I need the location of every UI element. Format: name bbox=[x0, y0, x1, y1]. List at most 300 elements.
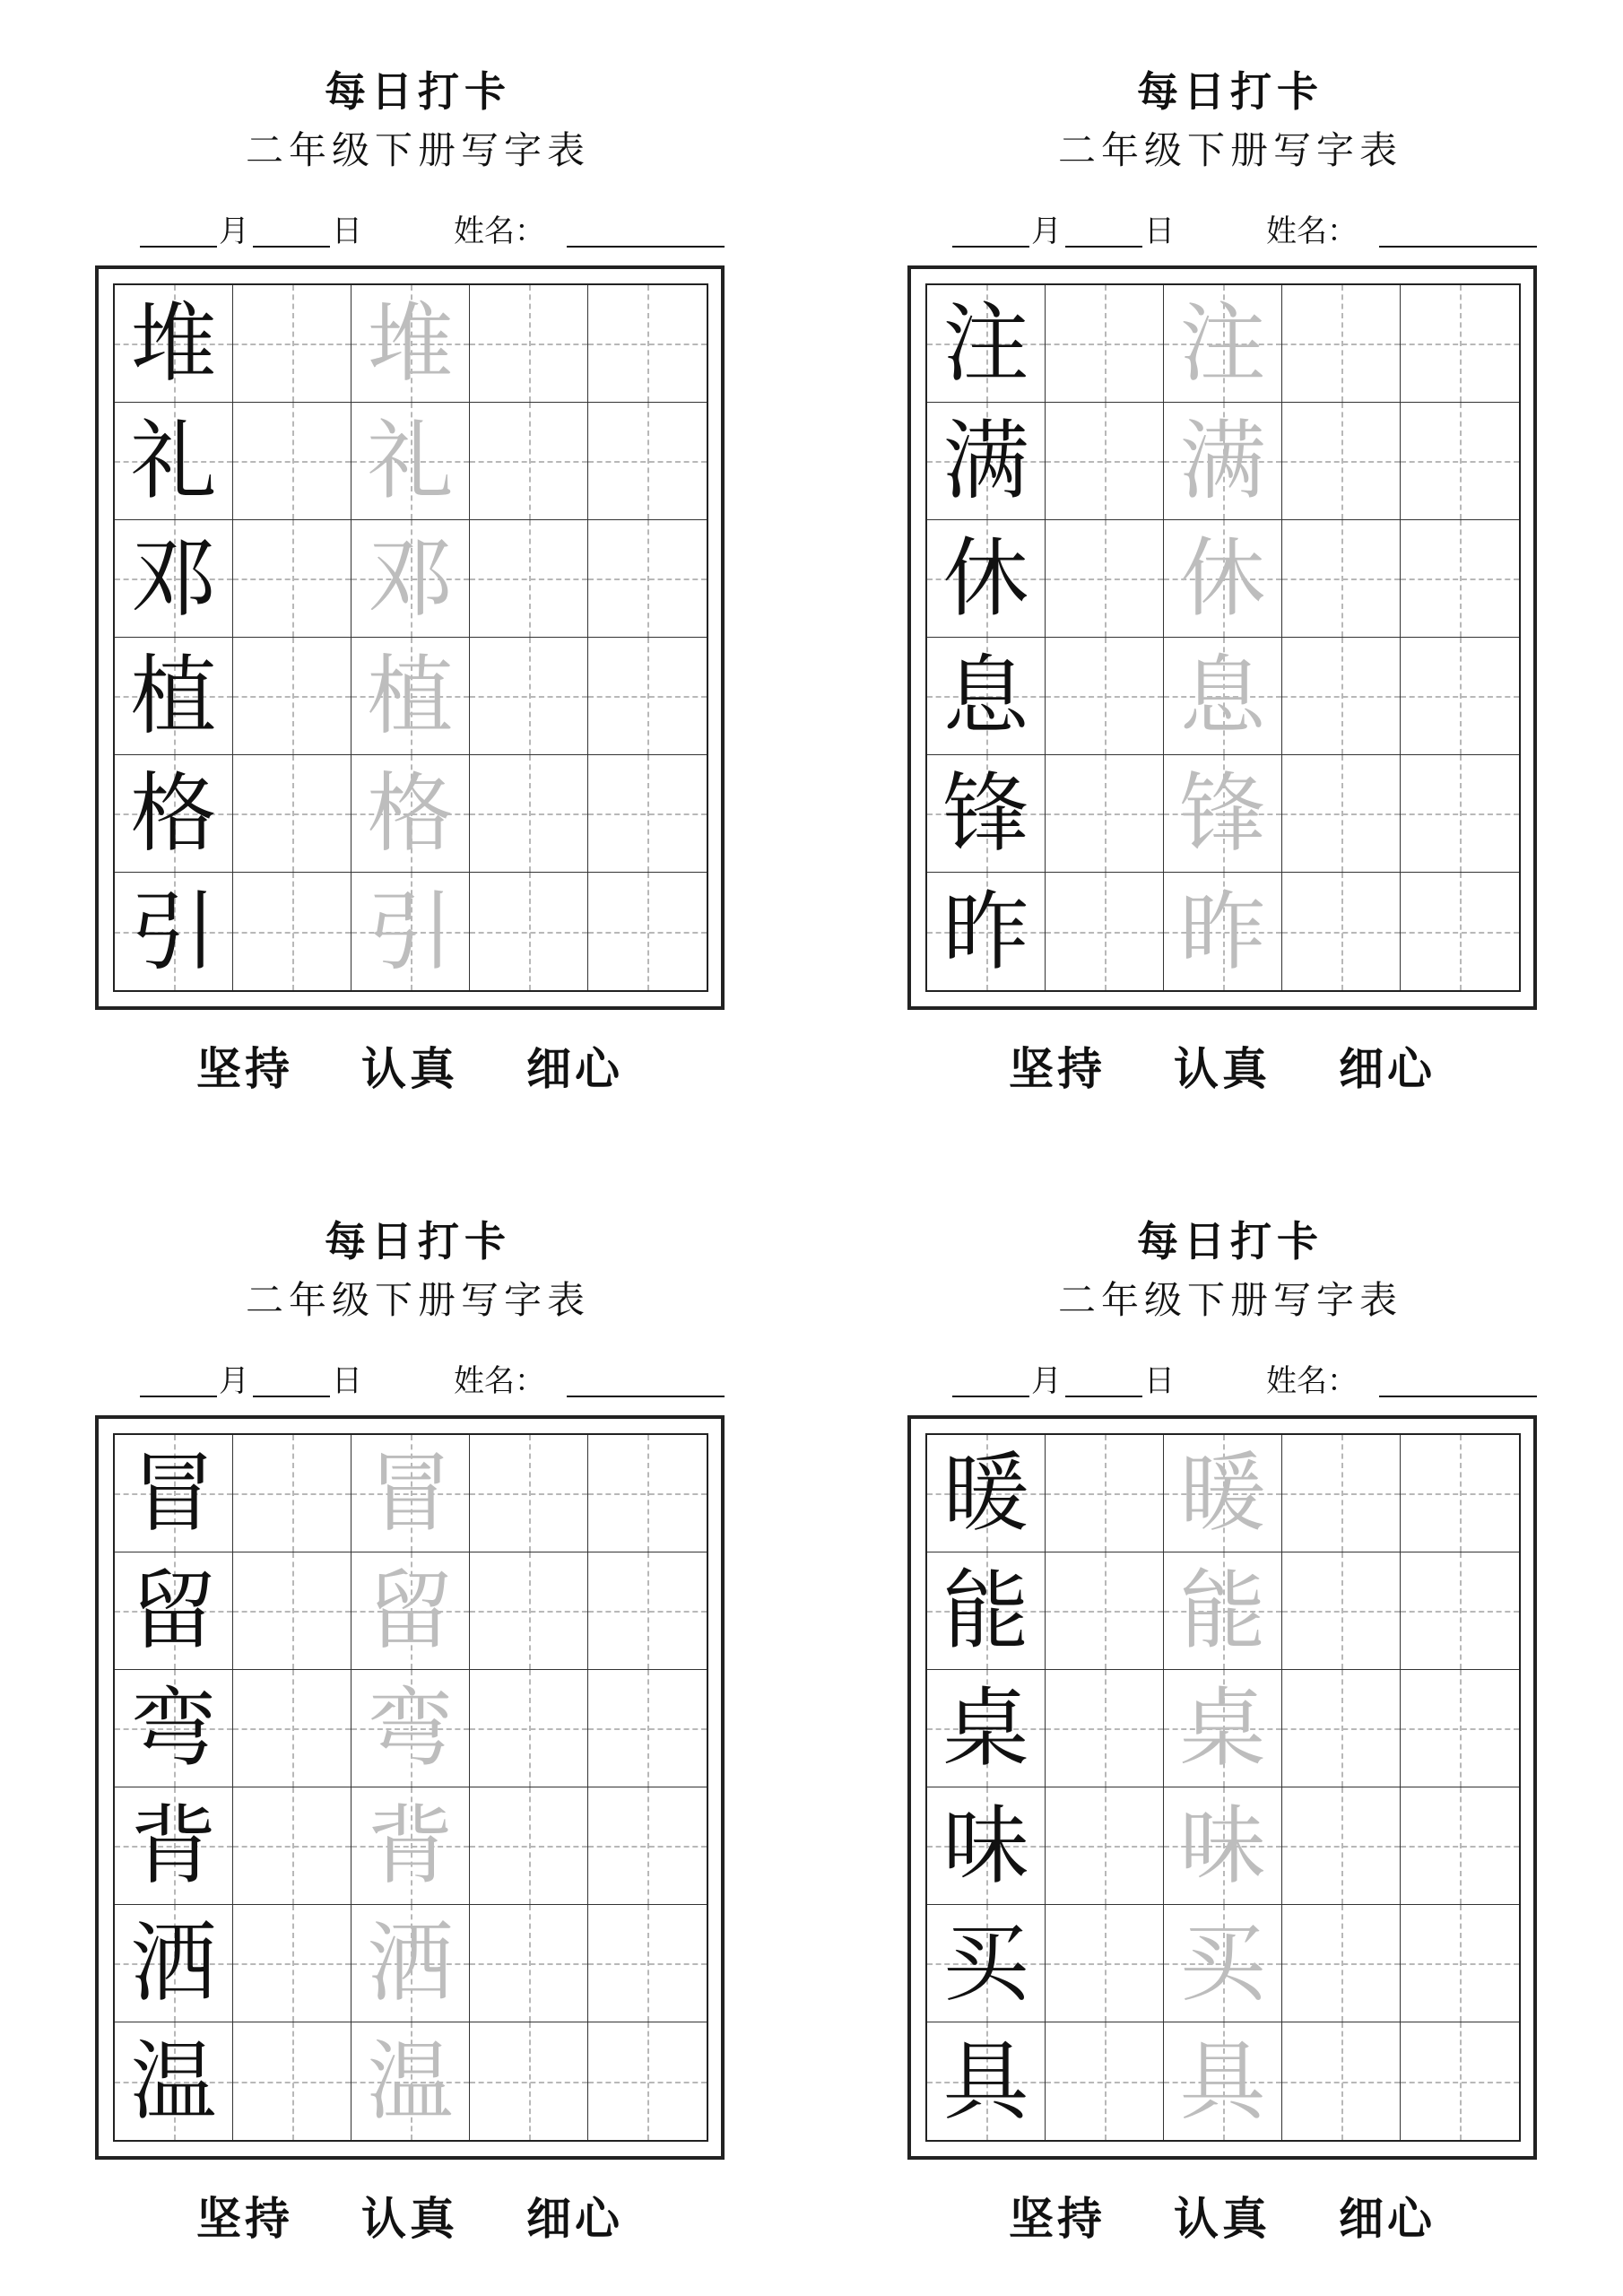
tianzige-grid bbox=[925, 1433, 1521, 2142]
model-char-cell bbox=[115, 285, 233, 403]
vertical-guide bbox=[529, 285, 531, 402]
writing-cell[interactable] bbox=[1282, 873, 1401, 990]
vertical-guide bbox=[1341, 1435, 1343, 1552]
month-label: 月 bbox=[219, 213, 249, 249]
trace-character: 锋 bbox=[1179, 763, 1266, 864]
practice-card-2 bbox=[907, 0, 1553, 1095]
trace-character: 礼 bbox=[367, 411, 454, 511]
trace-char-cell bbox=[1164, 1552, 1282, 1670]
vertical-guide bbox=[1341, 1670, 1343, 1787]
day-blank[interactable] bbox=[253, 1363, 330, 1397]
motto-word: 坚持 bbox=[196, 2192, 293, 2245]
model-character: 休 bbox=[942, 528, 1029, 629]
grid-frame bbox=[907, 265, 1537, 1010]
writing-cell[interactable] bbox=[1401, 285, 1519, 403]
model-character: 格 bbox=[130, 763, 217, 864]
vertical-guide bbox=[529, 873, 531, 990]
vertical-guide bbox=[1341, 1552, 1343, 1669]
grid-frame bbox=[95, 265, 725, 1010]
date-name-row bbox=[952, 1363, 1544, 1403]
writing-cell[interactable] bbox=[1282, 638, 1401, 755]
model-char-cell bbox=[927, 755, 1046, 873]
model-character: 锋 bbox=[942, 763, 1029, 864]
motto-word: 细心 bbox=[1339, 1042, 1436, 1095]
month-label: 月 bbox=[1031, 213, 1062, 249]
vertical-guide bbox=[529, 1670, 531, 1787]
grid-frame bbox=[907, 1415, 1537, 2160]
vertical-guide bbox=[1460, 1787, 1462, 1904]
vertical-guide bbox=[1341, 755, 1343, 872]
name-blank[interactable] bbox=[1379, 1363, 1537, 1397]
writing-cell[interactable] bbox=[1282, 755, 1401, 873]
motto-word: 认真 bbox=[1174, 2192, 1271, 2245]
vertical-guide bbox=[1105, 873, 1107, 990]
writing-cell[interactable] bbox=[470, 285, 588, 403]
vertical-guide bbox=[1460, 403, 1462, 519]
writing-cell[interactable] bbox=[1046, 403, 1164, 520]
motto-word: 坚持 bbox=[1009, 1042, 1106, 1095]
vertical-guide bbox=[292, 1905, 294, 2022]
trace-char-cell bbox=[352, 1905, 470, 2022]
writing-cell[interactable] bbox=[1282, 520, 1401, 638]
trace-char-cell bbox=[352, 285, 470, 403]
motto-word: 坚持 bbox=[196, 1042, 293, 1095]
tianzige-grid bbox=[925, 283, 1521, 992]
trace-character: 冒 bbox=[367, 1443, 454, 1544]
month-blank[interactable] bbox=[952, 1363, 1029, 1397]
writing-cell[interactable] bbox=[233, 1787, 352, 1905]
vertical-guide bbox=[1341, 1787, 1343, 1904]
vertical-guide bbox=[292, 1552, 294, 1669]
trace-character: 植 bbox=[367, 646, 454, 746]
motto-row bbox=[95, 1040, 725, 1098]
trace-char-cell bbox=[1164, 873, 1282, 990]
writing-cell[interactable] bbox=[1282, 1435, 1401, 1552]
card-title: 每日打卡 bbox=[325, 67, 511, 116]
date-name-row bbox=[952, 213, 1544, 253]
day-label: 日 bbox=[1144, 213, 1175, 249]
writing-cell[interactable] bbox=[233, 1435, 352, 1552]
model-character: 冒 bbox=[130, 1443, 217, 1544]
model-character: 植 bbox=[130, 646, 217, 746]
vertical-guide bbox=[647, 1552, 649, 1669]
trace-character: 背 bbox=[367, 1796, 454, 1896]
vertical-guide bbox=[292, 285, 294, 402]
writing-cell[interactable] bbox=[233, 1905, 352, 2022]
vertical-guide bbox=[647, 1787, 649, 1904]
writing-cell[interactable] bbox=[470, 1435, 588, 1552]
model-character: 息 bbox=[942, 646, 1029, 746]
writing-cell[interactable] bbox=[1046, 1787, 1164, 1905]
writing-cell[interactable] bbox=[1282, 403, 1401, 520]
day-label: 日 bbox=[332, 213, 362, 249]
practice-card-4 bbox=[907, 1150, 1553, 2245]
vertical-guide bbox=[292, 403, 294, 519]
writing-cell[interactable] bbox=[588, 1905, 707, 2022]
trace-char-cell bbox=[352, 873, 470, 990]
writing-cell[interactable] bbox=[470, 520, 588, 638]
day-label: 日 bbox=[332, 1363, 362, 1399]
trace-char-cell bbox=[352, 403, 470, 520]
writing-cell[interactable] bbox=[1046, 285, 1164, 403]
trace-char-cell bbox=[1164, 1905, 1282, 2022]
model-character: 味 bbox=[942, 1796, 1029, 1896]
name-label: 姓名： bbox=[1266, 1363, 1358, 1399]
writing-cell[interactable] bbox=[1046, 755, 1164, 873]
vertical-guide bbox=[1341, 403, 1343, 519]
day-blank[interactable] bbox=[1065, 1363, 1142, 1397]
name-blank[interactable] bbox=[1379, 213, 1537, 248]
day-blank[interactable] bbox=[253, 213, 330, 248]
motto-row bbox=[95, 2190, 725, 2248]
model-char-cell bbox=[115, 1905, 233, 2022]
model-char-cell bbox=[927, 1670, 1046, 1787]
trace-character: 堆 bbox=[367, 293, 454, 394]
trace-character: 邓 bbox=[367, 528, 454, 629]
writing-cell[interactable] bbox=[233, 2022, 352, 2140]
card-subtitle: 二年级下册写字表 bbox=[1057, 1278, 1402, 1322]
trace-char-cell bbox=[352, 520, 470, 638]
model-character: 温 bbox=[130, 2031, 217, 2132]
model-char-cell bbox=[927, 1905, 1046, 2022]
writing-cell[interactable] bbox=[1046, 1670, 1164, 1787]
writing-cell[interactable] bbox=[588, 638, 707, 755]
vertical-guide bbox=[1105, 1552, 1107, 1669]
vertical-guide bbox=[529, 755, 531, 872]
trace-character: 暖 bbox=[1179, 1443, 1266, 1544]
month-label: 月 bbox=[1031, 1363, 1062, 1399]
card-title: 每日打卡 bbox=[1137, 1217, 1324, 1265]
vertical-guide bbox=[647, 755, 649, 872]
month-blank[interactable] bbox=[140, 213, 217, 248]
grid-frame bbox=[95, 1415, 725, 2160]
month-blank[interactable] bbox=[952, 213, 1029, 248]
trace-char-cell bbox=[1164, 403, 1282, 520]
model-char-cell bbox=[115, 1787, 233, 1905]
writing-cell[interactable] bbox=[233, 638, 352, 755]
vertical-guide bbox=[529, 1435, 531, 1552]
model-char-cell bbox=[927, 1787, 1046, 1905]
model-char-cell bbox=[115, 403, 233, 520]
name-blank[interactable] bbox=[567, 213, 725, 248]
vertical-guide bbox=[1460, 520, 1462, 637]
name-blank[interactable] bbox=[567, 1363, 725, 1397]
model-char-cell bbox=[115, 873, 233, 990]
trace-character: 休 bbox=[1179, 528, 1266, 629]
vertical-guide bbox=[647, 2022, 649, 2140]
model-character: 洒 bbox=[130, 1913, 217, 2013]
model-char-cell bbox=[115, 520, 233, 638]
model-char-cell bbox=[927, 403, 1046, 520]
model-character: 具 bbox=[942, 2031, 1029, 2132]
vertical-guide bbox=[1105, 2022, 1107, 2140]
writing-cell[interactable] bbox=[588, 520, 707, 638]
writing-cell[interactable] bbox=[1401, 403, 1519, 520]
trace-char-cell bbox=[1164, 1787, 1282, 1905]
trace-char-cell bbox=[352, 1670, 470, 1787]
model-character: 堆 bbox=[130, 293, 217, 394]
model-char-cell bbox=[927, 1552, 1046, 1670]
writing-cell[interactable] bbox=[1282, 285, 1401, 403]
card-title: 每日打卡 bbox=[325, 1217, 511, 1265]
writing-cell[interactable] bbox=[470, 1670, 588, 1787]
vertical-guide bbox=[1341, 1905, 1343, 2022]
practice-card-3 bbox=[95, 1150, 741, 2245]
motto-word: 细心 bbox=[526, 2192, 623, 2245]
writing-cell[interactable] bbox=[588, 403, 707, 520]
writing-cell[interactable] bbox=[233, 520, 352, 638]
writing-cell[interactable] bbox=[588, 1787, 707, 1905]
vertical-guide bbox=[1105, 1670, 1107, 1787]
motto-word: 认真 bbox=[1174, 1042, 1271, 1095]
writing-cell[interactable] bbox=[233, 755, 352, 873]
writing-cell[interactable] bbox=[470, 1552, 588, 1670]
writing-cell[interactable] bbox=[1282, 1552, 1401, 1670]
model-char-cell bbox=[927, 520, 1046, 638]
trace-character: 桌 bbox=[1179, 1678, 1266, 1779]
trace-character: 味 bbox=[1179, 1796, 1266, 1896]
motto-row bbox=[907, 1040, 1537, 1098]
trace-char-cell bbox=[1164, 520, 1282, 638]
card-subtitle: 二年级下册写字表 bbox=[245, 128, 590, 172]
writing-cell[interactable] bbox=[1046, 2022, 1164, 2140]
writing-cell[interactable] bbox=[1046, 1905, 1164, 2022]
vertical-guide bbox=[529, 638, 531, 754]
model-character: 买 bbox=[942, 1913, 1029, 2013]
card-subtitle: 二年级下册写字表 bbox=[1057, 128, 1402, 172]
writing-cell[interactable] bbox=[1401, 1787, 1519, 1905]
vertical-guide bbox=[1460, 1435, 1462, 1552]
trace-character: 引 bbox=[367, 881, 454, 982]
writing-cell[interactable] bbox=[1401, 755, 1519, 873]
writing-cell[interactable] bbox=[233, 1552, 352, 1670]
writing-cell[interactable] bbox=[470, 755, 588, 873]
writing-cell[interactable] bbox=[588, 1670, 707, 1787]
vertical-guide bbox=[647, 520, 649, 637]
trace-character: 能 bbox=[1179, 1561, 1266, 1661]
vertical-guide bbox=[1105, 1905, 1107, 2022]
vertical-guide bbox=[1341, 873, 1343, 990]
writing-cell[interactable] bbox=[1046, 520, 1164, 638]
vertical-guide bbox=[1105, 638, 1107, 754]
writing-cell[interactable] bbox=[1401, 520, 1519, 638]
trace-char-cell bbox=[1164, 755, 1282, 873]
writing-cell[interactable] bbox=[588, 1552, 707, 1670]
model-char-cell bbox=[927, 1435, 1046, 1552]
trace-char-cell bbox=[352, 1552, 470, 1670]
writing-cell[interactable] bbox=[1046, 1552, 1164, 1670]
vertical-guide bbox=[647, 1670, 649, 1787]
vertical-guide bbox=[647, 403, 649, 519]
name-label: 姓名： bbox=[1266, 213, 1358, 249]
vertical-guide bbox=[1105, 285, 1107, 402]
vertical-guide bbox=[529, 1905, 531, 2022]
model-char-cell bbox=[115, 1552, 233, 1670]
writing-cell[interactable] bbox=[1401, 1552, 1519, 1670]
model-character: 昨 bbox=[942, 881, 1029, 982]
trace-character: 弯 bbox=[367, 1678, 454, 1779]
model-character: 留 bbox=[130, 1561, 217, 1661]
day-blank[interactable] bbox=[1065, 213, 1142, 248]
writing-cell[interactable] bbox=[233, 285, 352, 403]
vertical-guide bbox=[1105, 403, 1107, 519]
model-character: 礼 bbox=[130, 411, 217, 511]
name-label: 姓名： bbox=[454, 213, 545, 249]
month-blank[interactable] bbox=[140, 1363, 217, 1397]
model-char-cell bbox=[927, 285, 1046, 403]
vertical-guide bbox=[647, 1905, 649, 2022]
writing-cell[interactable] bbox=[1046, 638, 1164, 755]
vertical-guide bbox=[529, 1552, 531, 1669]
vertical-guide bbox=[529, 1787, 531, 1904]
practice-card-1 bbox=[95, 0, 741, 1095]
name-label: 姓名： bbox=[454, 1363, 545, 1399]
writing-cell[interactable] bbox=[1282, 2022, 1401, 2140]
writing-cell[interactable] bbox=[588, 755, 707, 873]
vertical-guide bbox=[292, 755, 294, 872]
writing-cell[interactable] bbox=[588, 1435, 707, 1552]
vertical-guide bbox=[292, 873, 294, 990]
tianzige-grid bbox=[113, 283, 708, 992]
writing-cell[interactable] bbox=[470, 403, 588, 520]
date-name-row bbox=[140, 1363, 732, 1403]
model-char-cell bbox=[115, 1670, 233, 1787]
vertical-guide bbox=[529, 2022, 531, 2140]
writing-cell[interactable] bbox=[470, 1905, 588, 2022]
trace-character: 格 bbox=[367, 763, 454, 864]
writing-cell[interactable] bbox=[588, 873, 707, 990]
trace-char-cell bbox=[1164, 1435, 1282, 1552]
model-char-cell bbox=[115, 1435, 233, 1552]
trace-char-cell bbox=[1164, 285, 1282, 403]
trace-character: 温 bbox=[367, 2031, 454, 2132]
writing-cell[interactable] bbox=[1401, 1905, 1519, 2022]
vertical-guide bbox=[292, 1435, 294, 1552]
writing-cell[interactable] bbox=[1401, 873, 1519, 990]
writing-cell[interactable] bbox=[470, 2022, 588, 2140]
vertical-guide bbox=[292, 638, 294, 754]
trace-character: 买 bbox=[1179, 1913, 1266, 2013]
writing-cell[interactable] bbox=[1282, 1670, 1401, 1787]
vertical-guide bbox=[292, 1670, 294, 1787]
trace-character: 息 bbox=[1179, 646, 1266, 746]
writing-cell[interactable] bbox=[233, 1670, 352, 1787]
day-label: 日 bbox=[1144, 1363, 1175, 1399]
motto-word: 细心 bbox=[1339, 2192, 1436, 2245]
model-character: 桌 bbox=[942, 1678, 1029, 1779]
card-title: 每日打卡 bbox=[1137, 67, 1324, 116]
vertical-guide bbox=[1105, 1787, 1107, 1904]
writing-cell[interactable] bbox=[1282, 1787, 1401, 1905]
motto-row bbox=[907, 2190, 1537, 2248]
writing-cell[interactable] bbox=[1401, 638, 1519, 755]
vertical-guide bbox=[529, 403, 531, 519]
vertical-guide bbox=[529, 520, 531, 637]
motto-word: 认真 bbox=[361, 2192, 458, 2245]
vertical-guide bbox=[1460, 873, 1462, 990]
model-char-cell bbox=[927, 638, 1046, 755]
vertical-guide bbox=[1460, 1905, 1462, 2022]
trace-char-cell bbox=[352, 2022, 470, 2140]
vertical-guide bbox=[292, 520, 294, 637]
motto-word: 细心 bbox=[526, 1042, 623, 1095]
model-char-cell bbox=[927, 873, 1046, 990]
vertical-guide bbox=[1460, 1552, 1462, 1669]
model-character: 背 bbox=[130, 1796, 217, 1896]
trace-char-cell bbox=[352, 638, 470, 755]
vertical-guide bbox=[1460, 285, 1462, 402]
writing-cell[interactable] bbox=[470, 1787, 588, 1905]
trace-character: 洒 bbox=[367, 1913, 454, 2013]
vertical-guide bbox=[1105, 755, 1107, 872]
vertical-guide bbox=[1341, 520, 1343, 637]
writing-cell[interactable] bbox=[233, 403, 352, 520]
vertical-guide bbox=[647, 638, 649, 754]
model-character: 弯 bbox=[130, 1678, 217, 1779]
model-character: 暖 bbox=[942, 1443, 1029, 1544]
writing-cell[interactable] bbox=[1046, 873, 1164, 990]
vertical-guide bbox=[1460, 2022, 1462, 2140]
motto-word: 认真 bbox=[361, 1042, 458, 1095]
vertical-guide bbox=[292, 1787, 294, 1904]
card-subtitle: 二年级下册写字表 bbox=[245, 1278, 590, 1322]
tianzige-grid bbox=[113, 1433, 708, 2142]
trace-char-cell bbox=[1164, 2022, 1282, 2140]
model-character: 能 bbox=[942, 1561, 1029, 1661]
model-character: 引 bbox=[130, 881, 217, 982]
vertical-guide bbox=[647, 873, 649, 990]
vertical-guide bbox=[1105, 520, 1107, 637]
date-name-row bbox=[140, 213, 732, 253]
trace-character: 昨 bbox=[1179, 881, 1266, 982]
trace-character: 具 bbox=[1179, 2031, 1266, 2132]
vertical-guide bbox=[1341, 285, 1343, 402]
vertical-guide bbox=[1105, 1435, 1107, 1552]
writing-cell[interactable] bbox=[233, 873, 352, 990]
vertical-guide bbox=[1460, 1670, 1462, 1787]
model-char-cell bbox=[115, 755, 233, 873]
vertical-guide bbox=[292, 2022, 294, 2140]
month-label: 月 bbox=[219, 1363, 249, 1399]
writing-cell[interactable] bbox=[1401, 2022, 1519, 2140]
trace-char-cell bbox=[352, 1435, 470, 1552]
trace-char-cell bbox=[352, 755, 470, 873]
trace-char-cell bbox=[1164, 638, 1282, 755]
trace-char-cell bbox=[352, 1787, 470, 1905]
model-char-cell bbox=[115, 2022, 233, 2140]
writing-cell[interactable] bbox=[1401, 1670, 1519, 1787]
writing-cell[interactable] bbox=[588, 285, 707, 403]
writing-cell[interactable] bbox=[470, 638, 588, 755]
model-char-cell bbox=[927, 2022, 1046, 2140]
trace-character: 满 bbox=[1179, 411, 1266, 511]
model-character: 满 bbox=[942, 411, 1029, 511]
model-char-cell bbox=[115, 638, 233, 755]
motto-word: 坚持 bbox=[1009, 2192, 1106, 2245]
vertical-guide bbox=[1341, 638, 1343, 754]
model-character: 邓 bbox=[130, 528, 217, 629]
writing-cell[interactable] bbox=[1282, 1905, 1401, 2022]
writing-cell[interactable] bbox=[1401, 1435, 1519, 1552]
vertical-guide bbox=[647, 1435, 649, 1552]
trace-character: 留 bbox=[367, 1561, 454, 1661]
writing-cell[interactable] bbox=[588, 2022, 707, 2140]
vertical-guide bbox=[1341, 2022, 1343, 2140]
writing-cell[interactable] bbox=[470, 873, 588, 990]
trace-character: 注 bbox=[1179, 293, 1266, 394]
writing-cell[interactable] bbox=[1046, 1435, 1164, 1552]
model-character: 注 bbox=[942, 293, 1029, 394]
